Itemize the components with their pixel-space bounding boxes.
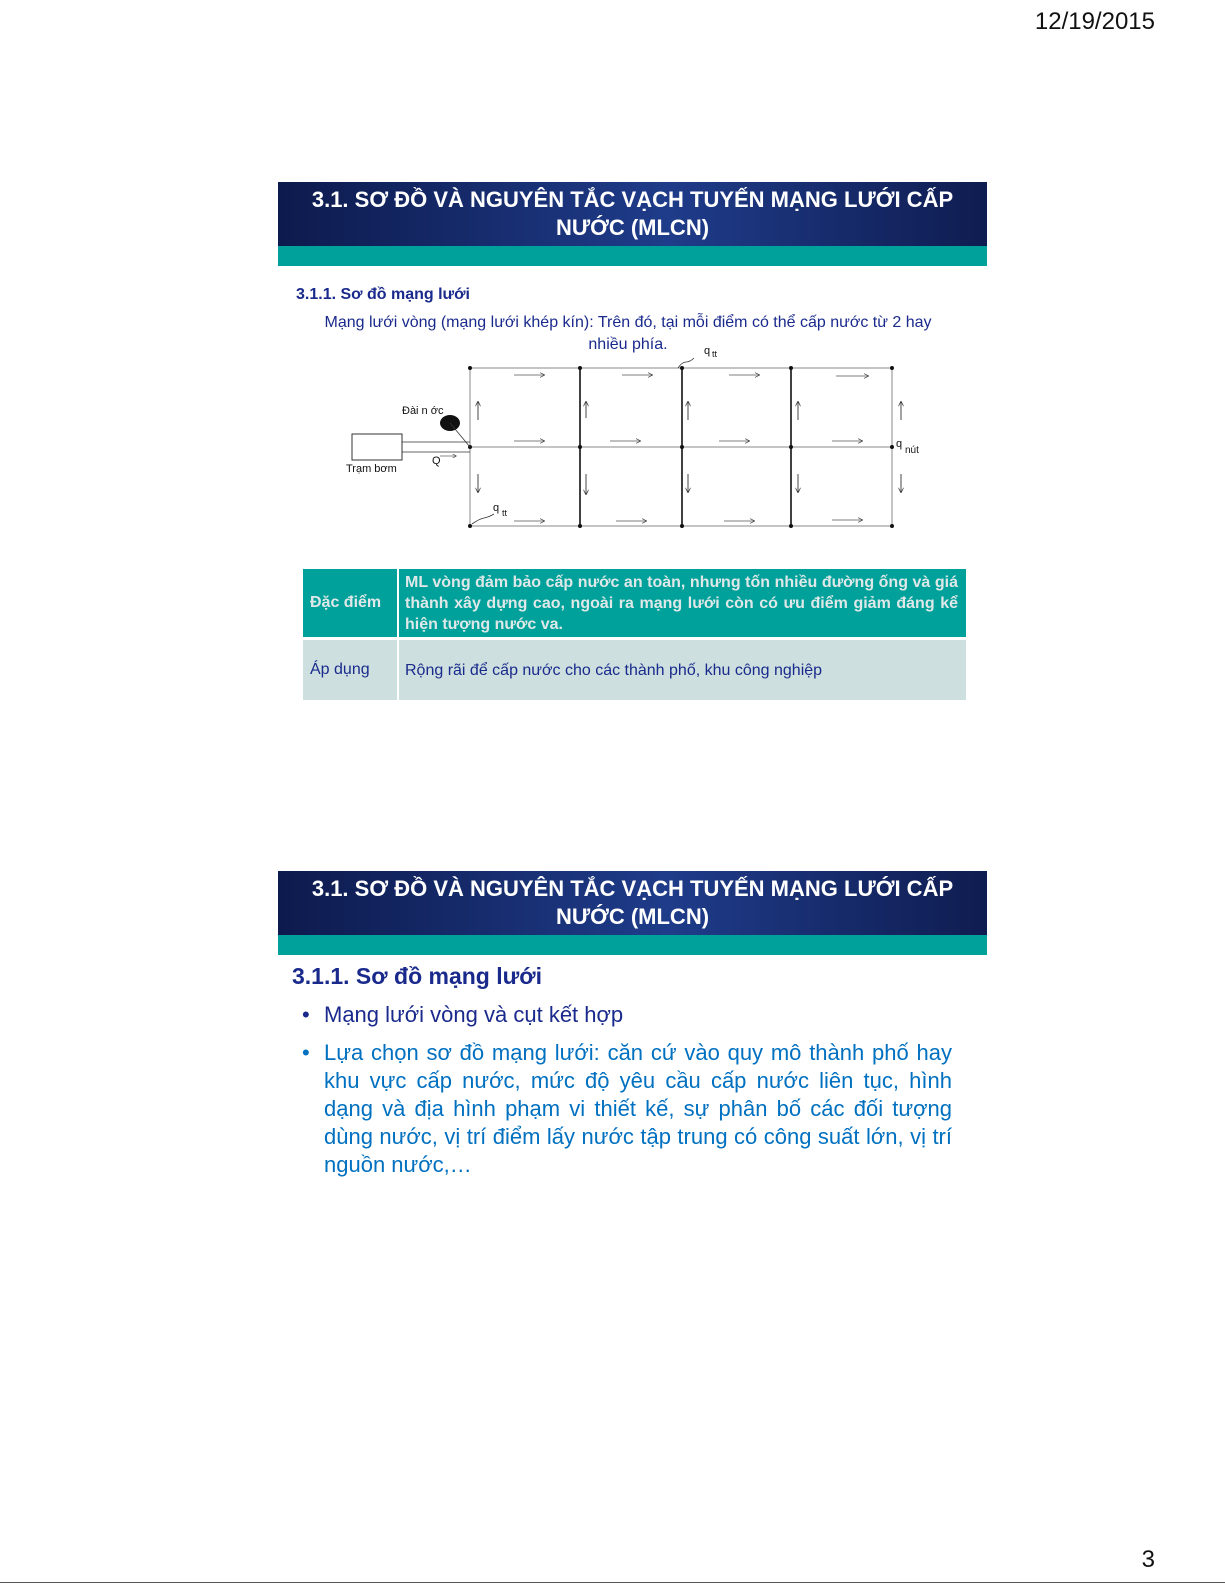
pump-station-icon <box>352 434 402 460</box>
slide-1-heading: 3.1.1. Sơ đồ mạng lưới <box>296 286 470 303</box>
slide-1-title: 3.1. SƠ ĐỒ VÀ NGUYÊN TẮC VẠCH TUYẾN MẠNG LƯỚI CẤP NƯỚC (MLCN) <box>311 187 954 240</box>
properties-table <box>303 569 966 700</box>
pump-label: Trạm bơm <box>346 463 397 475</box>
q-top-label: q <box>704 345 711 357</box>
slide-1-title-bar <box>278 182 987 246</box>
list-item: • Lựa chọn sơ đồ mạng lưới: căn cứ vào quy mô thành phố hay khu vực cấp nước, mức độ yêu cầu cấp nước liên tục, hình dạng và địa hình phạm vi thiết kế, sự phân bố các đối tượng dùng nước, vị trí điểm lấy nước tập trung có công suất lớn, vị trí nguồn nước,… <box>300 1039 952 1179</box>
slide-2-accent-strip <box>278 935 987 955</box>
slide-2-heading: 3.1.1. Sơ đồ mạng lưới <box>292 963 543 989</box>
page-number: 3 <box>1141 1546 1155 1573</box>
table-cell-value: ML vòng đảm bảo cấp nước an toàn, nhưng tốn nhiều đường ống và giá thành xây dựng cao, ngoài ra mạng lưới còn có ưu điểm giảm đáng kể hiện tượng nước va. <box>398 569 966 639</box>
node-label: nút <box>905 445 919 456</box>
slide-2-title: 3.1. SƠ ĐỒ VÀ NGUYÊN TẮC VẠCH TUYẾN MẠNG LƯỚI CẤP NƯỚC (MLCN) <box>311 876 954 929</box>
q-bottom-label: q <box>493 502 500 514</box>
page-bottom-rule <box>0 1582 1225 1583</box>
q-node-label: q <box>896 438 903 450</box>
slide-1 <box>278 182 987 712</box>
slide-1-description: Mạng lưới vòng (mạng lưới khép kín): Trên đó, tại mỗi điểm có thể cấp nước từ 2 hay nhiều phía. <box>324 314 932 353</box>
tt-top-label: tt <box>712 349 718 359</box>
list-item: • Mạng lưới vòng và cụt kết hợp <box>300 1001 952 1029</box>
bullet-list <box>300 1001 952 1189</box>
slide-1-accent-strip <box>278 246 987 266</box>
table-cell-value: Rộng rãi để cấp nước cho các thành phố, khu công nghiệp <box>398 639 966 701</box>
slide-2 <box>278 871 987 1401</box>
table-row <box>303 639 966 701</box>
table-cell-label: Đặc điểm <box>303 569 398 639</box>
flow-label: Q <box>432 455 441 467</box>
date: 12/19/2015 <box>1034 8 1155 35</box>
slide-2-title-bar <box>278 871 987 935</box>
tt-bottom-label: tt <box>502 508 508 518</box>
tower-label: Đài n ớc <box>402 405 444 417</box>
table-row <box>303 569 966 639</box>
table-cell-label: Áp dụng <box>303 639 398 701</box>
ring-network-diagram <box>344 345 944 562</box>
